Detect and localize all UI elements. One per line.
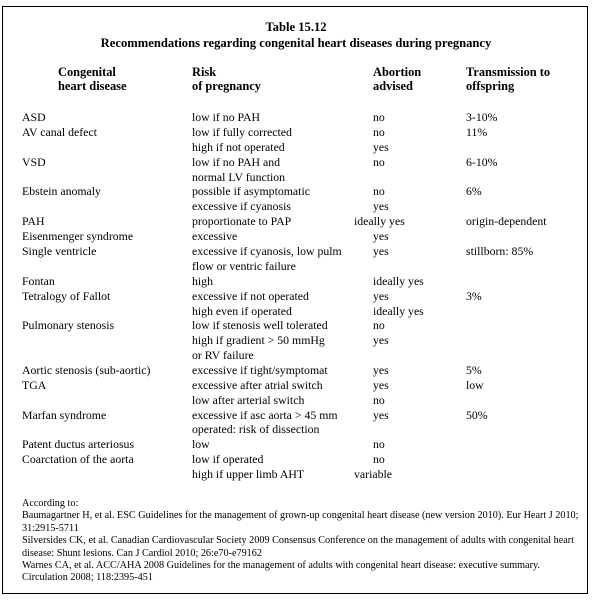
cell-disease: Single ventricle bbox=[22, 244, 97, 258]
table-row bbox=[0, 437, 592, 452]
cell-disease: Eisenmenger syndrome bbox=[22, 229, 134, 243]
cell-risk: excessive if asc aorta > 45 mm bbox=[192, 408, 338, 422]
table-row bbox=[0, 378, 592, 393]
cell-abortion: variable bbox=[354, 467, 392, 481]
header-abortion bbox=[373, 65, 421, 93]
cell-disease: Pulmonary stenosis bbox=[22, 318, 115, 332]
cell-transmission: low bbox=[466, 378, 484, 392]
cell-disease: AV canal defect bbox=[22, 125, 97, 139]
cell-risk: operated: risk of dissection bbox=[192, 422, 320, 436]
cell-abortion: yes bbox=[373, 199, 389, 213]
table-row bbox=[0, 140, 592, 155]
cell-risk: low if operated bbox=[192, 452, 264, 466]
table-row bbox=[0, 422, 592, 437]
cell-abortion: no bbox=[373, 393, 385, 407]
table-row bbox=[0, 274, 592, 289]
cell-disease: TGA bbox=[22, 378, 47, 392]
cell-risk: low if no PAH and bbox=[192, 155, 281, 169]
reference-item: Silversides CK, et al. Canadian Cardiovascular Society 2009 Consensus Conference on the management of adults with congenital heart disease: Shunt lesions. Can J Cardiol 2010; 26:e70-e79162 bbox=[22, 535, 574, 559]
cell-risk: low if no PAH bbox=[192, 110, 261, 124]
cell-abortion: ideally yes bbox=[373, 274, 424, 288]
table-row bbox=[0, 259, 592, 274]
references bbox=[22, 498, 582, 585]
cell-abortion: no bbox=[373, 125, 385, 139]
cell-risk: excessive if cyanosis, low pulm bbox=[192, 244, 342, 258]
header-risk-line1: Risk bbox=[192, 65, 217, 79]
table-row bbox=[0, 348, 592, 363]
header-abortion-line2: advised bbox=[373, 79, 413, 93]
cell-disease: Tetralogy of Fallot bbox=[22, 289, 111, 303]
table-row bbox=[0, 363, 592, 378]
table-row bbox=[0, 408, 592, 423]
cell-risk: low if stenosis well tolerated bbox=[192, 318, 328, 332]
header-disease-line1: Congenital bbox=[58, 65, 116, 79]
header-disease bbox=[58, 65, 126, 93]
cell-disease: VSD bbox=[22, 155, 46, 169]
cell-abortion: yes bbox=[373, 408, 389, 422]
cell-transmission: 5% bbox=[466, 363, 482, 377]
header-transmission bbox=[466, 65, 550, 93]
cell-risk: high if upper limb AHT bbox=[192, 467, 305, 481]
reference-item: Baumagartner H, et al. ESC Guidelines for the management of grown-up congenital heart disease (new version 2010). Eur Heart J 2010; 31:2915-5711 bbox=[22, 510, 579, 534]
cell-transmission: 11% bbox=[466, 125, 488, 139]
cell-abortion: no bbox=[373, 452, 385, 466]
cell-risk: low after arterial switch bbox=[192, 393, 305, 407]
cell-abortion: no bbox=[373, 155, 385, 169]
references-intro: According to: bbox=[22, 498, 79, 509]
table-number: Table 15.12 bbox=[265, 20, 327, 34]
table-row bbox=[0, 393, 592, 408]
table-row bbox=[0, 110, 592, 125]
cell-transmission: 50% bbox=[466, 408, 488, 422]
cell-disease: ASD bbox=[22, 110, 46, 124]
table-row bbox=[0, 318, 592, 333]
cell-abortion: ideally yes bbox=[373, 304, 424, 318]
cell-risk: high if not operated bbox=[192, 140, 285, 154]
cell-abortion: no bbox=[373, 318, 385, 332]
cell-disease: PAH bbox=[22, 214, 45, 228]
header-risk-line2: of pregnancy bbox=[192, 79, 261, 93]
table-caption: Recommendations regarding congenital heart diseases during pregnancy bbox=[100, 36, 492, 50]
cell-abortion: yes bbox=[373, 289, 389, 303]
cell-disease: Patent ductus arteriosus bbox=[22, 437, 135, 451]
cell-risk: excessive if cyanosis bbox=[192, 199, 291, 213]
cell-risk: low bbox=[192, 437, 210, 451]
cell-transmission: origin-dependent bbox=[466, 214, 547, 228]
cell-abortion: yes bbox=[373, 333, 389, 347]
reference-item: Warnes CA, et al. ACC/AHA 2008 Guidelines for the management of adults with congenital heart disease: executive summary. Circulation 2008; 118:2395-451 bbox=[22, 560, 540, 584]
cell-risk: high if gradient > 50 mmHg bbox=[192, 333, 325, 347]
cell-abortion: yes bbox=[373, 244, 389, 258]
cell-risk: high even if operated bbox=[192, 304, 292, 318]
table-row bbox=[0, 199, 592, 214]
cell-risk: high bbox=[192, 274, 213, 288]
cell-transmission: stillborn: 85% bbox=[466, 244, 534, 258]
cell-abortion: yes bbox=[373, 363, 389, 377]
cell-transmission: 6% bbox=[466, 184, 482, 198]
cell-disease: Coarctation of the aorta bbox=[22, 452, 134, 466]
header-disease-line2: heart disease bbox=[58, 79, 127, 93]
table-row bbox=[0, 467, 592, 482]
cell-disease: Fontan bbox=[22, 274, 55, 288]
header-transmission-line2: offspring bbox=[466, 79, 515, 93]
cell-abortion: ideally yes bbox=[354, 214, 405, 228]
table-row bbox=[0, 304, 592, 319]
table-row bbox=[0, 289, 592, 304]
cell-risk: excessive if not operated bbox=[192, 289, 309, 303]
cell-disease: Marfan syndrome bbox=[22, 408, 107, 422]
table-row bbox=[0, 170, 592, 185]
table-row bbox=[0, 155, 592, 170]
cell-risk: proportionate to PAP bbox=[192, 214, 292, 228]
cell-abortion: no bbox=[373, 184, 385, 198]
cell-risk: excessive after atrial switch bbox=[192, 378, 323, 392]
cell-risk: normal LV function bbox=[192, 170, 286, 184]
cell-transmission: 6-10% bbox=[466, 155, 498, 169]
cell-risk: or RV failure bbox=[192, 348, 254, 362]
table-row bbox=[0, 214, 592, 229]
table-row bbox=[0, 184, 592, 199]
table-row bbox=[0, 452, 592, 467]
cell-risk: excessive if tight/symptomat bbox=[192, 363, 328, 377]
cell-abortion: yes bbox=[373, 140, 389, 154]
cell-risk: excessive bbox=[192, 229, 238, 243]
cell-abortion: yes bbox=[373, 378, 389, 392]
cell-disease: Aortic stenosis (sub-aortic) bbox=[22, 363, 151, 377]
cell-risk: flow or ventric failure bbox=[192, 259, 296, 273]
table-row bbox=[0, 229, 592, 244]
cell-abortion: no bbox=[373, 110, 385, 124]
table-row bbox=[0, 333, 592, 348]
table-row bbox=[0, 125, 592, 140]
cell-abortion: yes bbox=[373, 229, 389, 243]
cell-transmission: 3-10% bbox=[466, 110, 498, 124]
cell-transmission: 3% bbox=[466, 289, 482, 303]
header-abortion-line1: Abortion bbox=[373, 65, 422, 79]
header-risk bbox=[192, 65, 261, 93]
cell-abortion: no bbox=[373, 437, 385, 451]
table-row bbox=[0, 244, 592, 259]
header-transmission-line1: Transmission to bbox=[466, 65, 551, 79]
cell-risk: possible if asymptomatic bbox=[192, 184, 310, 198]
cell-risk: low if fully corrected bbox=[192, 125, 292, 139]
cell-disease: Ebstein anomaly bbox=[22, 184, 101, 198]
